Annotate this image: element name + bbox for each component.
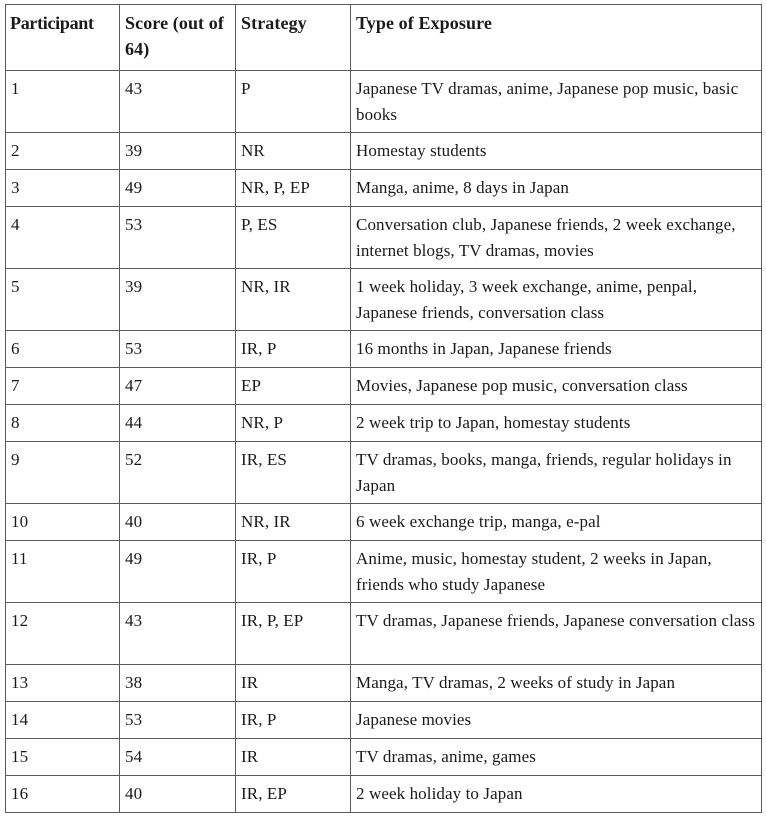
cell-participant: 10	[6, 504, 120, 541]
cell-strategy: NR, P, EP	[236, 170, 351, 207]
cell-participant: 3	[6, 170, 120, 207]
cell-participant: 11	[6, 541, 120, 603]
cell-exposure: TV dramas, anime, games	[351, 739, 762, 776]
cell-exposure: Japanese TV dramas, anime, Japanese pop music, basic books	[351, 71, 762, 133]
cell-score: 44	[120, 405, 236, 442]
table-row	[6, 368, 762, 405]
cell-score: 40	[120, 776, 236, 813]
cell-participant: 6	[6, 331, 120, 368]
cell-exposure: Movies, Japanese pop music, conversation class	[351, 368, 762, 405]
cell-participant: 8	[6, 405, 120, 442]
cell-strategy: EP	[236, 368, 351, 405]
cell-strategy: NR, IR	[236, 504, 351, 541]
cell-score: 39	[120, 133, 236, 170]
cell-participant: 4	[6, 207, 120, 269]
table-row	[6, 133, 762, 170]
cell-score: 53	[120, 702, 236, 739]
cell-strategy: NR	[236, 133, 351, 170]
cell-strategy: IR, P	[236, 541, 351, 603]
cell-strategy: P, ES	[236, 207, 351, 269]
header-row	[6, 5, 762, 71]
header-strategy: Strategy	[236, 5, 351, 71]
cell-exposure: 6 week exchange trip, manga, e-pal	[351, 504, 762, 541]
table-header	[6, 5, 762, 71]
header-exposure: Type of Exposure	[351, 5, 762, 71]
table-row	[6, 739, 762, 776]
cell-participant: 13	[6, 665, 120, 702]
cell-score: 38	[120, 665, 236, 702]
cell-strategy: P	[236, 71, 351, 133]
cell-exposure: TV dramas, books, manga, friends, regular holidays in Japan	[351, 442, 762, 504]
cell-score: 52	[120, 442, 236, 504]
table-row	[6, 702, 762, 739]
cell-strategy: IR, P	[236, 331, 351, 368]
header-participant: Participant	[6, 5, 120, 71]
cell-score: 53	[120, 331, 236, 368]
cell-strategy: IR, ES	[236, 442, 351, 504]
cell-exposure: Manga, TV dramas, 2 weeks of study in Japan	[351, 665, 762, 702]
table-row	[6, 71, 762, 133]
cell-exposure: 2 week trip to Japan, homestay students	[351, 405, 762, 442]
cell-score: 39	[120, 269, 236, 331]
cell-participant: 16	[6, 776, 120, 813]
cell-score: 54	[120, 739, 236, 776]
header-score: Score (out of 64)	[120, 5, 236, 71]
cell-strategy: IR	[236, 739, 351, 776]
cell-exposure: 2 week holiday to Japan	[351, 776, 762, 813]
participants-table	[5, 4, 762, 813]
cell-score: 49	[120, 541, 236, 603]
cell-score: 49	[120, 170, 236, 207]
cell-participant: 14	[6, 702, 120, 739]
cell-participant: 7	[6, 368, 120, 405]
cell-exposure: 1 week holiday, 3 week exchange, anime, penpal, Japanese friends, conversation class	[351, 269, 762, 331]
cell-exposure: TV dramas, Japanese friends, Japanese conversation class	[351, 603, 762, 665]
cell-strategy: IR, P	[236, 702, 351, 739]
table-row	[6, 207, 762, 269]
cell-strategy: NR, IR	[236, 269, 351, 331]
cell-score: 43	[120, 71, 236, 133]
cell-strategy: IR, P, EP	[236, 603, 351, 665]
cell-exposure: Homestay students	[351, 133, 762, 170]
cell-participant: 2	[6, 133, 120, 170]
cell-strategy: IR	[236, 665, 351, 702]
cell-exposure: 16 months in Japan, Japanese friends	[351, 331, 762, 368]
table-row	[6, 442, 762, 504]
cell-score: 53	[120, 207, 236, 269]
table-row	[6, 541, 762, 603]
cell-score: 47	[120, 368, 236, 405]
cell-exposure: Japanese movies	[351, 702, 762, 739]
table-row	[6, 170, 762, 207]
table-body	[6, 71, 762, 813]
table-row	[6, 504, 762, 541]
cell-score: 43	[120, 603, 236, 665]
cell-participant: 12	[6, 603, 120, 665]
cell-exposure: Manga, anime, 8 days in Japan	[351, 170, 762, 207]
table-row	[6, 331, 762, 368]
cell-participant: 9	[6, 442, 120, 504]
cell-exposure: Anime, music, homestay student, 2 weeks in Japan, friends who study Japanese	[351, 541, 762, 603]
cell-strategy: NR, P	[236, 405, 351, 442]
cell-score: 40	[120, 504, 236, 541]
cell-participant: 5	[6, 269, 120, 331]
table-row	[6, 269, 762, 331]
table-row	[6, 405, 762, 442]
table-row	[6, 776, 762, 813]
cell-participant: 1	[6, 71, 120, 133]
cell-strategy: IR, EP	[236, 776, 351, 813]
cell-exposure: Conversation club, Japanese friends, 2 week exchange, internet blogs, TV dramas, movies	[351, 207, 762, 269]
cell-participant: 15	[6, 739, 120, 776]
table-row	[6, 603, 762, 665]
table-row	[6, 665, 762, 702]
